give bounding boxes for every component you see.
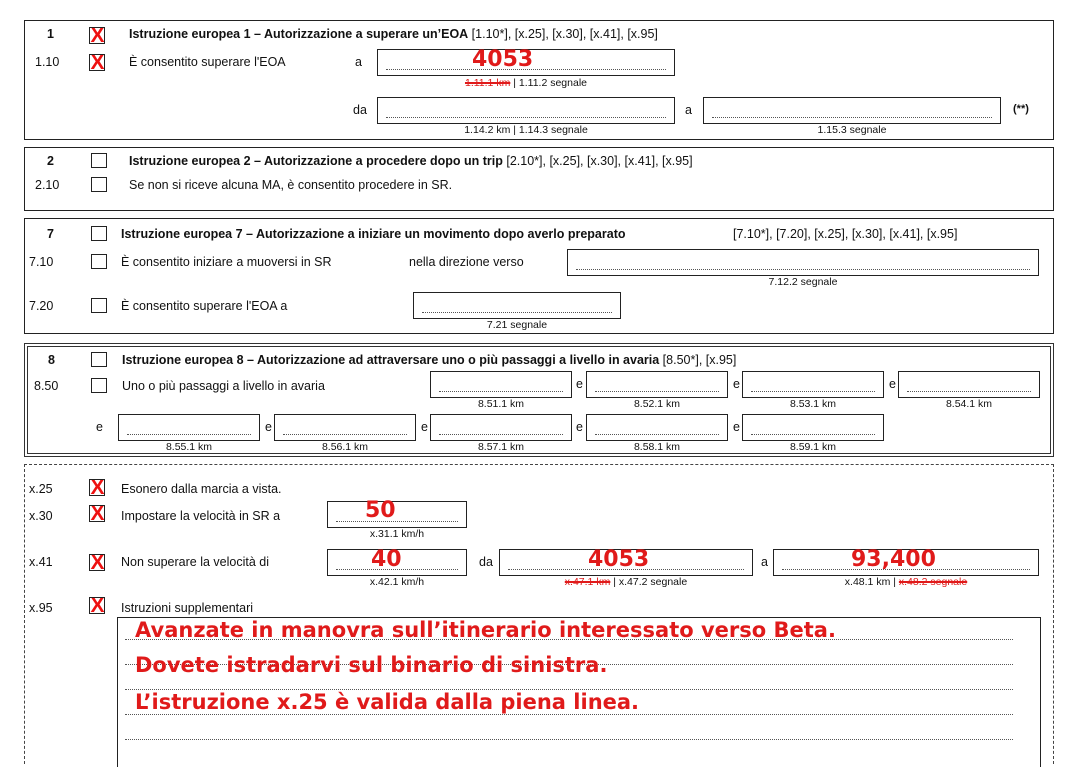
checkbox-2-10[interactable] — [91, 177, 107, 192]
supplementary-line-1: Avanzate in manovra sull’itinerario interessato verso Beta. — [135, 618, 836, 642]
x95-number: x.95 — [29, 601, 53, 615]
x25-text: Esonero dalla marcia a vista. — [121, 482, 282, 496]
caption-struck-km: x.47.1 km — [564, 576, 611, 588]
eoa-7-caption: 7.21 segnale — [486, 319, 548, 331]
x41-speed-value: 40 — [371, 547, 402, 572]
section-2 — [24, 147, 1054, 211]
label-e: e — [576, 377, 583, 391]
level-crossing-field-2[interactable] — [586, 371, 728, 398]
x41-a-value: 93,400 — [851, 547, 936, 572]
a-caption: 1.15.3 segnale — [817, 124, 887, 136]
level-crossing-caption-4: 8.54.1 km — [945, 398, 993, 410]
checkbox-8-50[interactable] — [91, 378, 107, 393]
level-crossing-caption-7: 8.57.1 km — [477, 441, 525, 453]
label-da: da — [353, 103, 367, 117]
x41-caption: x.42.1 km/h — [369, 576, 425, 588]
level-crossing-field-6[interactable] — [274, 414, 416, 441]
section-title-text: Istruzione europea 1 – Autorizzazione a superare un’EOA — [129, 27, 469, 41]
eoa-7-field[interactable] — [413, 292, 621, 319]
x30-speed-value: 50 — [365, 498, 396, 523]
x41-a-caption — [773, 576, 1039, 588]
eoa-caption — [377, 77, 675, 89]
level-crossing-caption-1: 8.51.1 km — [477, 398, 525, 410]
checkbox-section-2[interactable] — [91, 153, 107, 168]
x41-a-label: a — [761, 555, 768, 569]
supplementary-line-2: Dovete istradarvi sul binario di sinistra. — [135, 653, 608, 677]
label-e: e — [733, 420, 740, 434]
level-crossing-caption-5: 8.55.1 km — [165, 441, 213, 453]
x95-text: Istruzioni supplementari — [121, 601, 254, 615]
level-crossing-field-5[interactable] — [118, 414, 260, 441]
label-e: e — [96, 420, 103, 434]
x25-number: x.25 — [29, 482, 53, 496]
caption-struck-km: 1.11.1 km — [464, 77, 511, 89]
a-field[interactable] — [703, 97, 1001, 124]
section-title — [129, 154, 693, 168]
level-crossing-caption-3: 8.53.1 km — [789, 398, 837, 410]
level-crossing-field-3[interactable] — [742, 371, 884, 398]
eoa-value: 4053 — [472, 47, 534, 72]
label-e: e — [576, 420, 583, 434]
section-title — [129, 27, 658, 41]
checkbox-7-10[interactable] — [91, 254, 107, 269]
checkbox-1-10-checked[interactable]: X — [90, 51, 105, 74]
caption-rest: | x.47.2 segnale — [610, 576, 688, 588]
level-crossing-field-9[interactable] — [742, 414, 884, 441]
section-title-text: Istruzione europea 7 – Autorizzazione a iniziare un movimento dopo averlo preparato — [121, 227, 626, 241]
x30-number: x.30 — [29, 509, 53, 523]
footnote-marker: (**) — [1013, 103, 1029, 115]
direction-caption: 7.12.2 segnale — [768, 276, 838, 288]
checkbox-x95-checked[interactable]: X — [90, 594, 105, 617]
x30-speed-field[interactable] — [327, 501, 467, 528]
section-title-text: Istruzione europea 2 – Autorizzazione a procedere dopo un trip — [129, 154, 503, 168]
x41-number: x.41 — [29, 555, 53, 569]
label-e: e — [421, 420, 428, 434]
section-refs: [7.10*], [7.20], [x.25], [x.30], [x.41], [x.95] — [733, 227, 958, 241]
section-refs: [2.10*], [x.25], [x.30], [x.41], [x.95] — [502, 154, 693, 168]
section-title-text: Istruzione europea 8 – Autorizzazione ad attraversare uno o più passaggi a livello in avaria — [122, 353, 660, 367]
label-a-2: a — [685, 103, 692, 117]
section-x — [24, 464, 1054, 764]
checkbox-x41-checked[interactable]: X — [90, 551, 105, 574]
x41-da-label: da — [479, 555, 493, 569]
checkbox-section-1-checked[interactable]: X — [90, 24, 105, 47]
subsection-text: È consentito superare l'EOA — [129, 55, 286, 69]
checkbox-x25-checked[interactable]: X — [90, 476, 105, 499]
section-refs: [1.10*], [x.25], [x.30], [x.41], [x.95] — [468, 27, 658, 41]
label-e: e — [889, 377, 896, 391]
dotted-line — [125, 739, 1013, 740]
x30-caption: x.31.1 km/h — [369, 528, 425, 540]
checkbox-section-7[interactable] — [91, 226, 107, 241]
label-e: e — [733, 377, 740, 391]
section-number: 2 — [47, 154, 54, 168]
caption-rest: | 1.11.2 segnale — [510, 77, 587, 89]
subsection-number: 7.10 — [29, 255, 54, 269]
level-crossing-field-8[interactable] — [586, 414, 728, 441]
subsection-number: 1.10 — [35, 55, 60, 69]
x41-da-caption — [499, 576, 753, 588]
dotted-line — [125, 714, 1013, 715]
section-refs: [8.50*], [x.95] — [659, 353, 737, 367]
subsection-text: È consentito iniziare a muoversi in SR — [121, 255, 332, 269]
subsection-number: 2.10 — [35, 178, 60, 192]
level-crossing-field-4[interactable] — [898, 371, 1040, 398]
direction-field[interactable] — [567, 249, 1039, 276]
x41-text: Non superare la velocità di — [121, 555, 269, 569]
checkbox-7-20[interactable] — [91, 298, 107, 313]
da-caption: 1.14.2 km | 1.14.3 segnale — [464, 124, 588, 136]
section-1 — [24, 20, 1054, 140]
checkbox-x30-checked[interactable]: X — [90, 502, 105, 525]
level-crossing-caption-6: 8.56.1 km — [321, 441, 369, 453]
caption-struck-signal: x.48.2 segnale — [898, 576, 968, 588]
label-a: a — [355, 55, 362, 69]
level-crossing-caption-9: 8.59.1 km — [789, 441, 837, 453]
level-crossing-caption-2: 8.52.1 km — [633, 398, 681, 410]
section-8 — [24, 343, 1054, 457]
x30-text: Impostare la velocità in SR a — [121, 509, 281, 523]
x41-da-value: 4053 — [588, 547, 650, 572]
section-7 — [24, 218, 1054, 334]
section-number: 1 — [47, 27, 54, 41]
da-field[interactable] — [377, 97, 675, 124]
section-title — [122, 353, 736, 367]
subsection-text: Uno o più passaggi a livello in avaria — [122, 379, 325, 393]
supplementary-line-3: L’istruzione x.25 è valida dalla piena linea. — [135, 690, 640, 714]
level-crossing-field-7[interactable] — [430, 414, 572, 441]
direction-label: nella direzione verso — [409, 255, 524, 269]
caption-rest: x.48.1 km | — [844, 576, 899, 588]
subsection-number: 8.50 — [34, 379, 59, 393]
level-crossing-caption-8: 8.58.1 km — [633, 441, 681, 453]
section-number: 7 — [47, 227, 54, 241]
subsection-text: Se non si riceve alcuna MA, è consentito procedere in SR. — [129, 178, 453, 192]
section-number: 8 — [48, 353, 55, 367]
subsection-text: È consentito superare l'EOA a — [121, 299, 288, 313]
level-crossing-field-1[interactable] — [430, 371, 572, 398]
subsection-number: 7.20 — [29, 299, 54, 313]
checkbox-section-8[interactable] — [91, 352, 107, 367]
label-e: e — [265, 420, 272, 434]
